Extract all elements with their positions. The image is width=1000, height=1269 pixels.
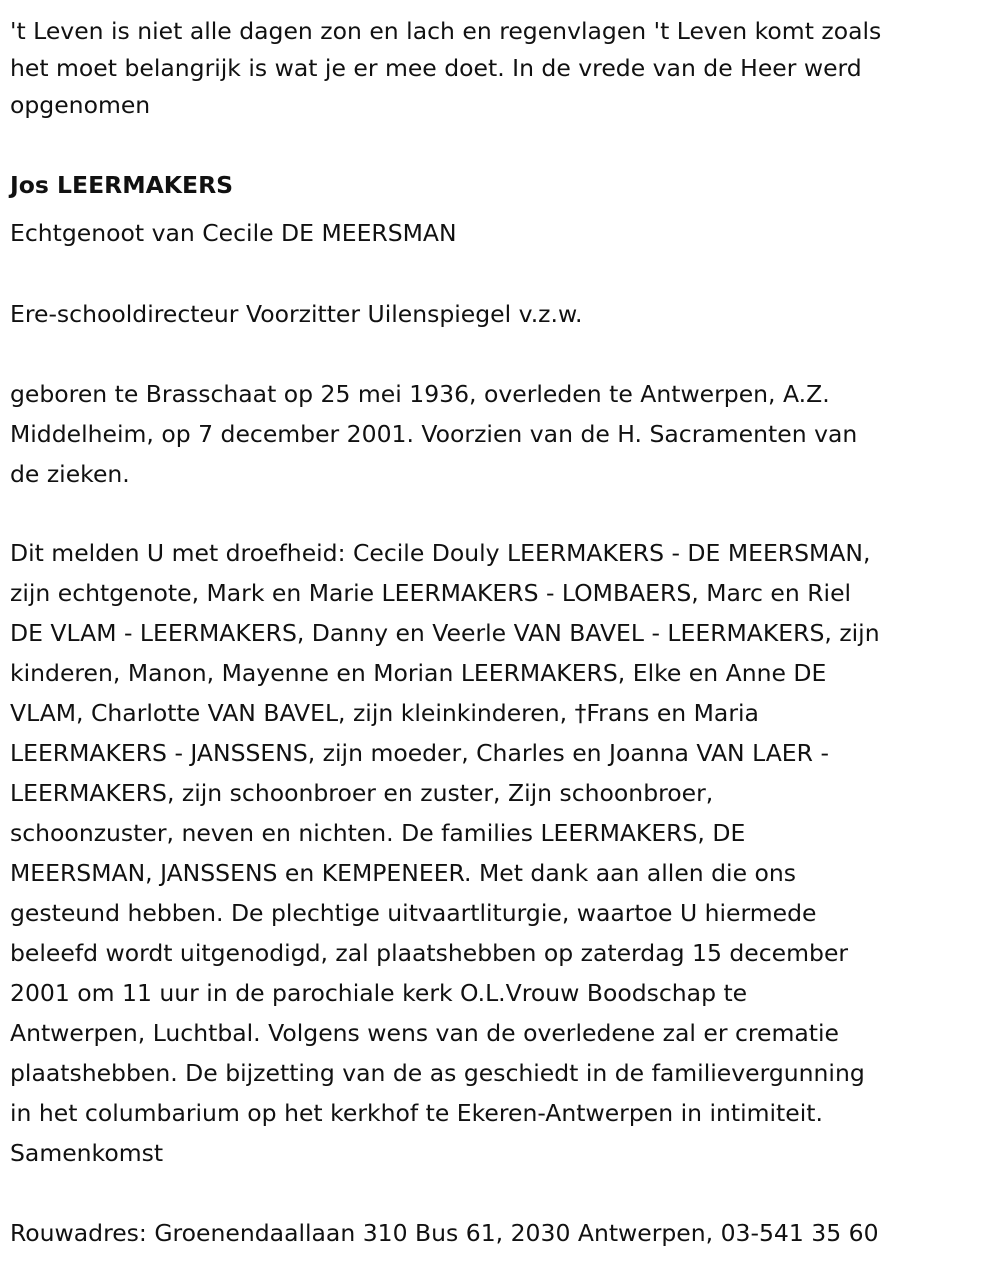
text-line: 't Leven is niet alle dagen zon en lach en regenvlagen 't Leven komt zoals (10, 17, 882, 45)
text-line: geboren te Brasschaat op 25 mei 1936, overleden te Antwerpen, A.Z. (10, 380, 830, 408)
text-line: LEERMAKERS - JANSSENS, zijn moeder, Charles en Joanna VAN LAER - (10, 739, 829, 767)
announcement-paragraph (10, 533, 1000, 1173)
text-line: plaatshebben. De bijzetting van de as geschiedt in de familievergunning (10, 1059, 865, 1087)
text-line: in het columbarium op het kerkhof te Ekeren-Antwerpen in intimiteit. (10, 1099, 823, 1127)
text-line: schoonzuster, neven en nichten. De families LEERMAKERS, DE (10, 819, 746, 847)
spouse-block (10, 213, 1000, 253)
text-line: Samenkomst (10, 1139, 164, 1167)
text-line: Middelheim, op 7 december 2001. Voorzien van de H. Sacramenten van (10, 420, 858, 448)
titles-line: Ere-schooldirecteur Voorzitter Uilenspiegel v.z.w. (10, 300, 583, 328)
text-line: beleefd wordt uitgenodigd, zal plaatshebben op zaterdag 15 december (10, 939, 849, 967)
text-line: kinderen, Manon, Mayenne en Morian LEERMAKERS, Elke en Anne DE (10, 659, 827, 687)
text-line: zijn echtgenote, Mark en Marie LEERMAKERS - LOMBAERS, Marc en Riel (10, 579, 852, 607)
address-block (10, 1213, 1000, 1253)
deceased-name: Jos LEERMAKERS (10, 171, 234, 199)
deceased-name-block (10, 165, 1000, 205)
text-line: het moet belangrijk is wat je er mee doet. In de vrede van de Heer werd (10, 54, 862, 82)
text-line: 2001 om 11 uur in de parochiale kerk O.L.Vrouw Boodschap te (10, 979, 748, 1007)
text-line: MEERSMAN, JANSSENS en KEMPENEER. Met dank aan allen die ons (10, 859, 797, 887)
text-line: Antwerpen, Luchtbal. Volgens wens van de overledene zal er crematie (10, 1019, 839, 1047)
text-line: gesteund hebben. De plechtige uitvaartliturgie, waartoe U hiermede (10, 899, 817, 927)
text-line: LEERMAKERS, zijn schoonbroer en zuster, Zijn schoonbroer, (10, 779, 714, 807)
text-line: opgenomen (10, 91, 151, 119)
mourning-address: Rouwadres: Groenendaallaan 310 Bus 61, 2030 Antwerpen, 03-541 35 60 (10, 1219, 879, 1247)
text-line: DE VLAM - LEERMAKERS, Danny en Veerle VAN BAVEL - LEERMAKERS, zijn (10, 619, 880, 647)
intro-verse (10, 13, 1000, 124)
text-line: Dit melden U met droefheid: Cecile Douly LEERMAKERS - DE MEERSMAN, (10, 539, 871, 567)
spouse-line: Echtgenoot van Cecile DE MEERSMAN (10, 219, 457, 247)
text-line: de zieken. (10, 460, 130, 488)
titles-block (10, 294, 1000, 334)
text-line: VLAM, Charlotte VAN BAVEL, zijn kleinkinderen, †Frans en Maria (10, 699, 759, 727)
birth-death-paragraph (10, 374, 1000, 494)
